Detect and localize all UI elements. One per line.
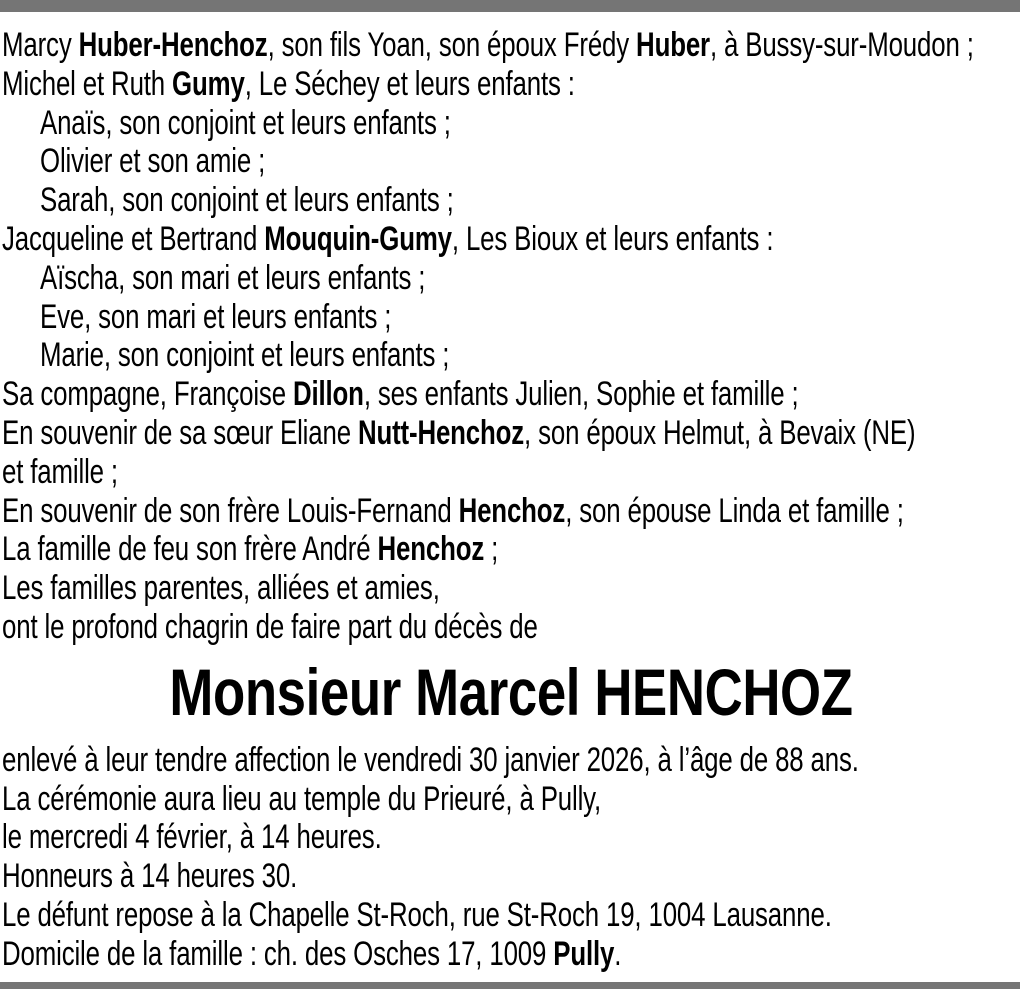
notice-line [2, 569, 776, 608]
notice-line [2, 818, 776, 857]
text-segment: , son épouse Linda et famille ; [565, 491, 904, 530]
notice-line [40, 104, 785, 143]
deceased-name-title: Monsieur Marcel HENCHOZ [169, 654, 853, 729]
notice-line [2, 530, 776, 569]
notice-line [2, 375, 799, 414]
notice-line [40, 181, 785, 220]
text-segment: , ses enfants Julien, Sophie et famille ; [363, 375, 799, 414]
family-name-bold: Huber [636, 26, 710, 64]
family-name-bold: Dillon [292, 375, 364, 414]
notice-line [2, 857, 776, 896]
text-segment: En souvenir de son frère Louis-Fernand [2, 491, 459, 530]
family-name-bold: Huber-Henchoz [78, 26, 268, 64]
top-border-bar [0, 0, 1020, 12]
family-name-bold: Gumy [172, 64, 245, 103]
text-segment: La famille de feu son frère André [2, 530, 378, 569]
family-name-bold: Henchoz [377, 530, 485, 569]
notice-line [2, 220, 776, 259]
text-segment: Olivier et son amie ; [40, 142, 266, 181]
text-segment: Honneurs à 14 heures 30. [2, 857, 298, 896]
text-segment: La cérémonie aura lieu au temple du Prieuré, à Pully, [2, 779, 602, 818]
family-name-bold: Henchoz [458, 491, 566, 530]
notice-line [2, 65, 776, 104]
text-segment: Le défunt repose à la Chapelle St-Roch, rue St-Roch 19, 1004 Lausanne. [2, 895, 832, 934]
text-segment: , son fils Yoan, son époux Frédy [267, 26, 637, 64]
text-segment: , son époux Helmut, à Bevaix (NE) [524, 413, 916, 452]
text-segment: Anaïs, son conjoint et leurs enfants ; [40, 103, 451, 142]
notice-line [40, 336, 785, 375]
bottom-border-bar [0, 982, 1020, 989]
text-segment: , Les Bioux et leurs enfants : [451, 219, 774, 258]
text-segment: Sarah, son conjoint et leurs enfants ; [40, 181, 454, 220]
text-segment: . [614, 934, 622, 973]
text-segment: Eve, son mari et leurs enfants ; [40, 297, 392, 336]
notice-line [40, 259, 785, 298]
text-segment: , Le Séchey et leurs enfants : [244, 64, 575, 103]
notice-line [2, 780, 776, 819]
text-segment: Aïscha, son mari et leurs enfants ; [40, 258, 426, 297]
text-segment: Domicile de la famille : ch. des Osches 17, 1009 [2, 934, 554, 973]
text-segment: Marie, son conjoint et leurs enfants ; [40, 336, 450, 375]
text-segment: ; [484, 530, 499, 569]
notice-line [2, 895, 832, 935]
text-segment: Jacqueline et Bertrand [2, 219, 265, 258]
family-name-bold: Nutt-Henchoz [357, 413, 525, 452]
notice-line [2, 26, 974, 65]
family-name-bold: Pully [553, 934, 615, 973]
text-segment: Sa compagne, Françoise [2, 375, 293, 414]
notice-line [2, 453, 776, 492]
notice-content [2, 26, 1020, 974]
notice-line [2, 608, 776, 647]
notice-line [40, 142, 785, 181]
notice-line [40, 298, 785, 337]
text-segment: En souvenir de sa sœur Eliane [2, 413, 358, 452]
text-segment: ont le profond chagrin de faire part du décès de [2, 607, 538, 646]
text-segment: et famille ; [2, 452, 118, 491]
notice-line [2, 413, 916, 453]
text-segment: , à Bussy-sur-Moudon ; [709, 26, 974, 64]
text-segment: le mercredi 4 février, à 14 heures. [2, 818, 382, 857]
notice-line [2, 740, 859, 780]
notice-line [2, 935, 776, 974]
notice-line [2, 491, 904, 531]
text-segment: enlevé à leur tendre affection le vendredi 30 janvier 2026, à l’âge de 88 ans. [2, 740, 859, 779]
text-segment: Marcy [2, 26, 79, 64]
text-segment: Michel et Ruth [2, 64, 173, 103]
text-segment: Les familles parentes, alliées et amies, [2, 569, 440, 608]
family-name-bold: Mouquin-Gumy [264, 219, 452, 258]
